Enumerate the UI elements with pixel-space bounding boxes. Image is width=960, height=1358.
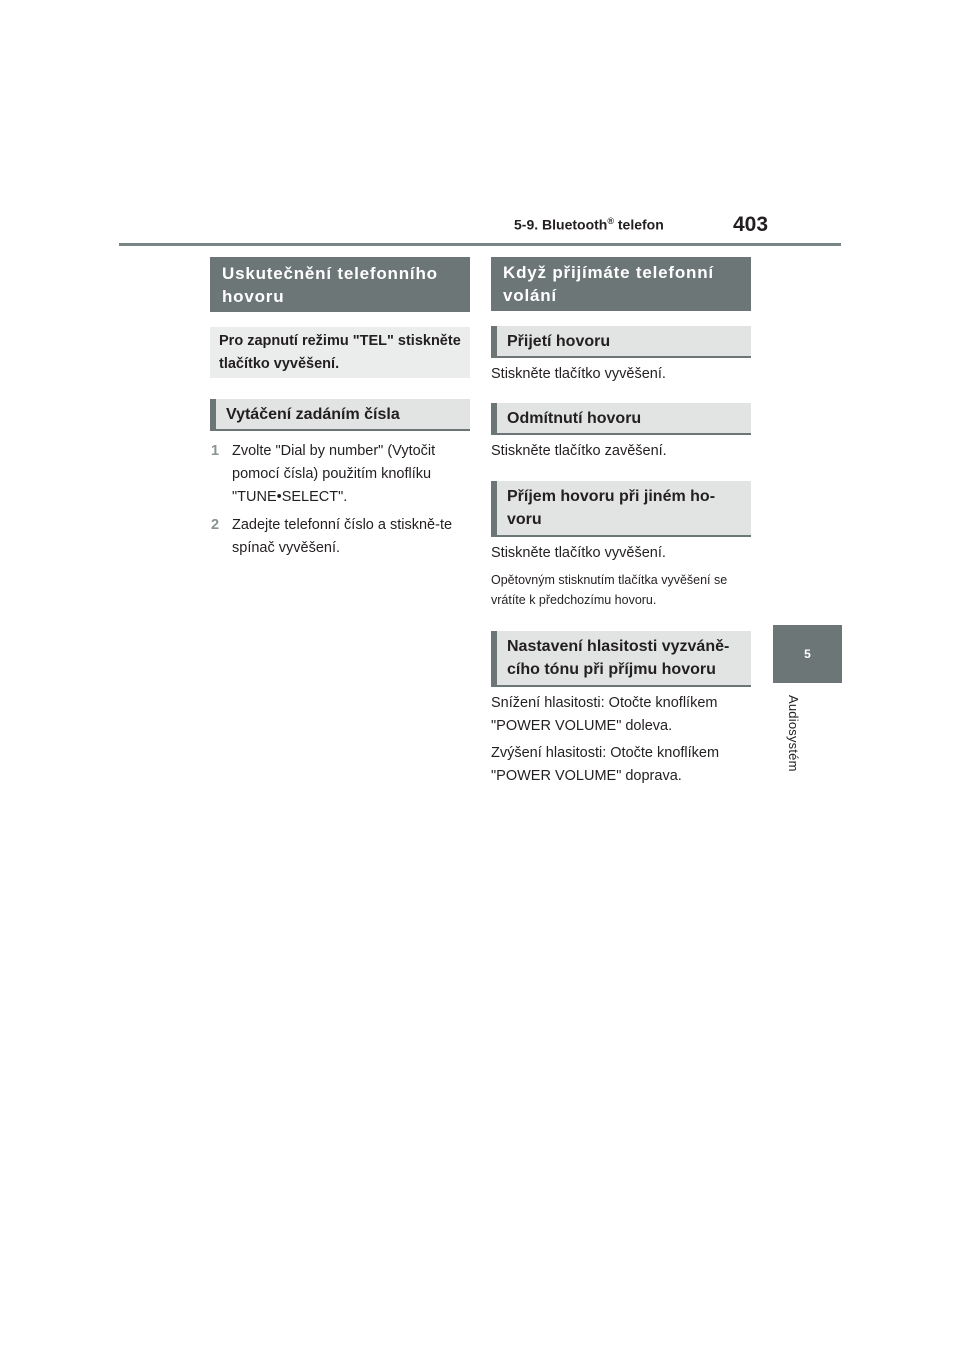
chapter-label: Audiosystém xyxy=(786,695,801,772)
step-number: 2 xyxy=(211,517,220,533)
call-waiting-note: Opětovným stisknutím tlačítka vyvěšení se vrátíte k předchozímu hovoru. xyxy=(491,573,728,607)
section-header xyxy=(514,216,664,233)
volume-decrease-text: Snížení hlasitosti: Otočte knoflíkem "POWER VOLUME" doleva. xyxy=(491,695,718,734)
left-column xyxy=(210,257,470,560)
chapter-tab: 5 xyxy=(773,625,842,683)
call-waiting-text: Stiskněte tlačítko vyvěšení. xyxy=(491,545,666,561)
subheading-ringtone-volume: Nastavení hlasitosti vyzváně-cího tónu při příjmu hovoru xyxy=(491,631,751,687)
step-text: Zvolte "Dial by number" (Vytočit pomocí čísla) použitím knoflíku "TUNE•SELECT". xyxy=(232,443,436,505)
volume-increase-text: Zvýšení hlasitosti: Otočte knoflíkem "POWER VOLUME" doprava. xyxy=(491,745,720,784)
page-number: 403 xyxy=(733,213,769,236)
step-text: Zadejte telefonní číslo a stiskně-te spínač vyvěšení. xyxy=(232,517,453,556)
section-title: Uskutečnění telefonního hovoru xyxy=(210,257,470,312)
subheading-call-waiting: Příjem hovoru při jiném ho-voru xyxy=(491,481,751,537)
subheading-reject-call: Odmítnutí hovoru xyxy=(491,403,751,435)
step-item xyxy=(210,514,470,560)
subheading-accept-call: Přijetí hovoru xyxy=(491,326,751,358)
mode-note: Pro zapnutí režimu "TEL" stiskněte tlačítko vyvěšení. xyxy=(210,327,470,378)
step-number: 1 xyxy=(211,443,220,459)
right-column xyxy=(491,257,751,788)
section-suffix: telefon xyxy=(613,216,664,233)
accept-call-text: Stiskněte tlačítko vyvěšení. xyxy=(491,366,666,382)
registered-mark: ® xyxy=(607,216,614,226)
subheading-dial-by-number: Vytáčení zadáním čísla xyxy=(210,399,470,431)
section-title: Když přijímáte telefonní volání xyxy=(491,257,751,311)
reject-call-text: Stiskněte tlačítko zavěšení. xyxy=(491,443,667,459)
step-item xyxy=(210,440,470,509)
header-divider xyxy=(119,243,841,246)
section-prefix: 5-9. Bluetooth xyxy=(514,216,608,233)
